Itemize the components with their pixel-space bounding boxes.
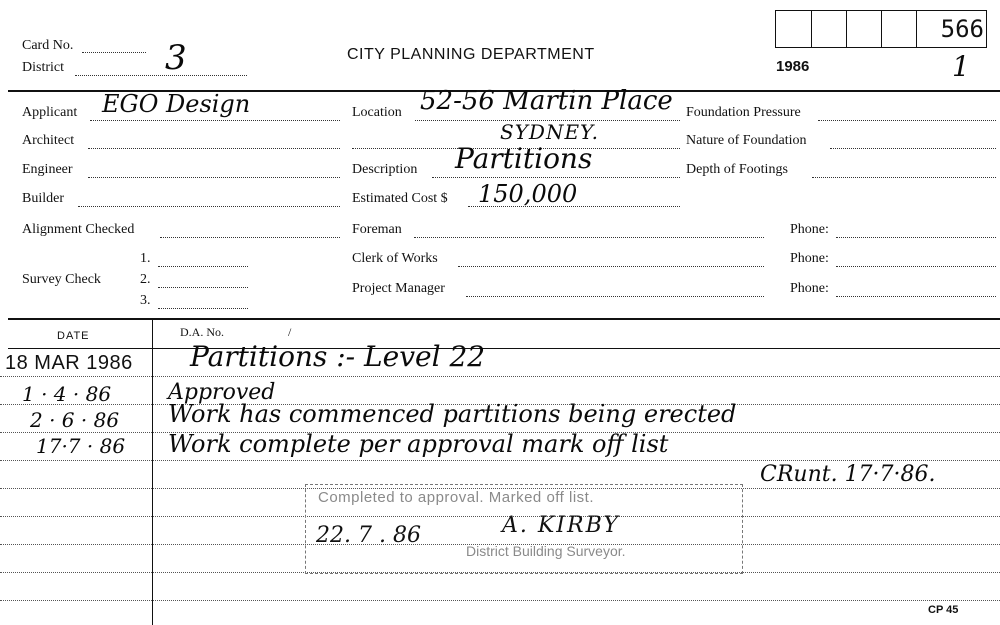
stamp-line: Completed to approval. Marked off list. xyxy=(318,489,595,506)
survey-item-1: 1. xyxy=(140,251,151,266)
clerk-phone-label: Phone: xyxy=(790,251,829,266)
foundation-pressure-label: Foundation Pressure xyxy=(686,105,801,120)
year-label: 1986 xyxy=(776,58,810,75)
manager-phone-label: Phone: xyxy=(790,281,829,296)
foundation-pressure-line xyxy=(818,120,996,121)
log-header-rule xyxy=(8,348,1000,349)
department-title: CITY PLANNING DEPARTMENT xyxy=(347,46,595,63)
location-label: Location xyxy=(352,105,402,120)
manager-phone-line xyxy=(836,296,996,297)
foreman-label: Foreman xyxy=(352,222,402,237)
sheet-number: 1 xyxy=(952,50,970,83)
clerk-line xyxy=(458,266,764,267)
nature-foundation-line xyxy=(830,148,996,149)
clerk-label: Clerk of Works xyxy=(352,251,438,266)
survey-label: Survey Check xyxy=(22,272,101,287)
survey-line-2 xyxy=(158,287,248,288)
cost-value: 150,000 xyxy=(478,180,578,208)
location-value: 52-56 Martin Place xyxy=(420,86,673,116)
log-text: Work complete per approval mark off list xyxy=(168,430,669,458)
description-label: Description xyxy=(352,162,418,177)
engineer-label: Engineer xyxy=(22,162,73,177)
completion-stamp xyxy=(305,484,743,574)
builder-label: Builder xyxy=(22,191,64,206)
district-value: 3 xyxy=(165,38,187,78)
survey-line-1 xyxy=(158,266,248,267)
log-date: 2 · 6 · 86 xyxy=(30,408,120,432)
alignment-line xyxy=(160,237,340,238)
log-text: Work has commenced partitions being erected xyxy=(168,400,737,428)
log-date: 17·7 · 86 xyxy=(36,434,126,458)
date-column-divider xyxy=(152,318,153,625)
architect-line xyxy=(88,148,340,149)
stamp-title: District Building Surveyor. xyxy=(466,543,626,559)
form-code: CP 45 xyxy=(928,604,959,616)
depth-footings-line xyxy=(812,177,996,178)
card-no-label: Card No. xyxy=(22,38,74,53)
nature-foundation-label: Nature of Foundation xyxy=(686,133,807,148)
log-text: Approved xyxy=(168,380,276,405)
district-field xyxy=(75,75,247,76)
alignment-label: Alignment Checked xyxy=(22,222,135,237)
foreman-line xyxy=(414,237,764,238)
applicant-value: EGO Design xyxy=(102,90,251,118)
architect-label: Architect xyxy=(22,133,75,148)
survey-item-3: 3. xyxy=(140,293,151,308)
builder-line xyxy=(78,206,340,207)
log-row-line xyxy=(0,376,1000,377)
initials-signature: CRunt. 17·7·86. xyxy=(760,462,936,487)
card-number-box xyxy=(775,10,987,48)
foreman-phone-label: Phone: xyxy=(790,222,829,237)
district-label: District xyxy=(22,60,64,75)
date-header: DATE xyxy=(57,330,90,342)
da-no-value: / xyxy=(288,325,292,339)
description-value: Partitions xyxy=(455,142,593,175)
log-row-line xyxy=(0,600,1000,601)
clerk-phone-line xyxy=(836,266,996,267)
log-text: Partitions :- Level 22 xyxy=(190,340,486,373)
applicant-line xyxy=(90,120,340,121)
card-number: 566 xyxy=(940,15,984,43)
manager-line xyxy=(466,296,764,297)
card-no-field xyxy=(82,52,146,53)
survey-item-2: 2. xyxy=(140,272,151,287)
stamp-signature: A. KIRBY xyxy=(502,513,620,538)
log-date: 1 · 4 · 86 xyxy=(22,382,112,406)
log-row-line xyxy=(0,460,1000,461)
location-value-2: SYDNEY. xyxy=(500,120,600,144)
foreman-phone-line xyxy=(836,237,996,238)
stamp-date: 22. 7 . 86 xyxy=(316,523,421,548)
cost-label: Estimated Cost $ xyxy=(352,191,448,206)
da-no-label: D.A. No. xyxy=(180,325,224,339)
depth-footings-label: Depth of Footings xyxy=(686,162,788,177)
applicant-label: Applicant xyxy=(22,105,78,120)
description-line xyxy=(432,177,680,178)
survey-line-3 xyxy=(158,308,248,309)
manager-label: Project Manager xyxy=(352,281,445,296)
log-top-rule xyxy=(8,318,1000,320)
engineer-line xyxy=(88,177,340,178)
log-date: 18 MAR 1986 xyxy=(5,352,133,374)
